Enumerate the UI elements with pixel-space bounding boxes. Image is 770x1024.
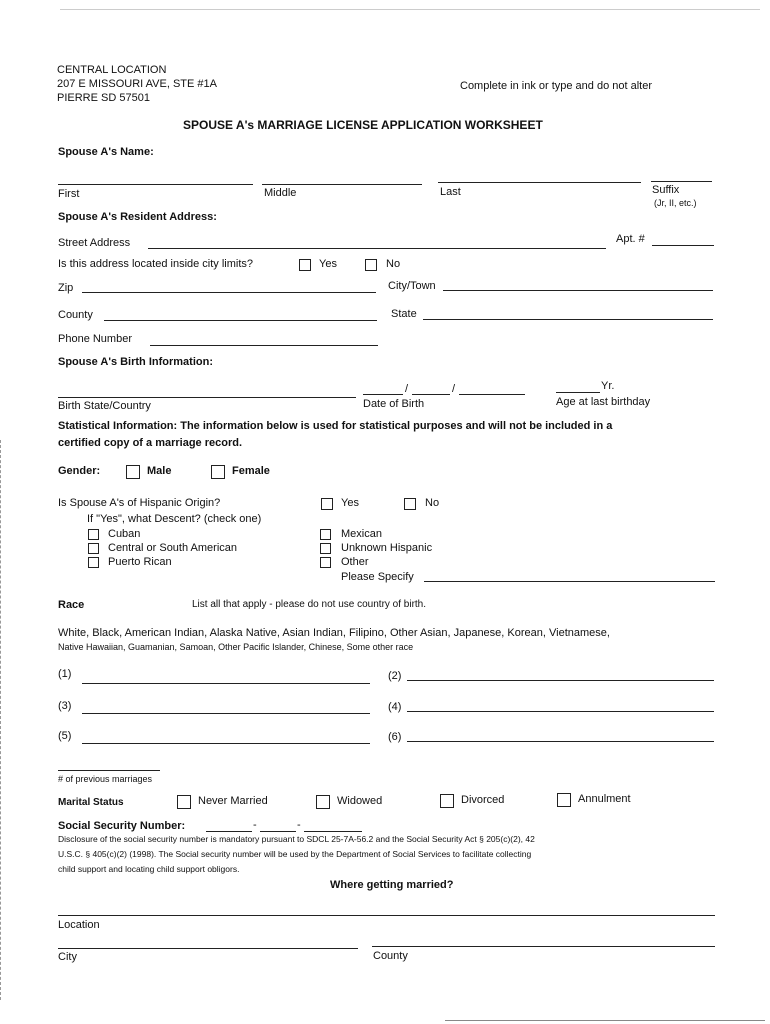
previous-marriages-field[interactable] xyxy=(58,770,160,771)
suffix-field[interactable] xyxy=(651,181,712,182)
ssn-part1-field[interactable] xyxy=(206,831,252,832)
race-6-label: (6) xyxy=(388,731,402,743)
mexican-label: Mexican xyxy=(341,528,382,540)
unknown-hispanic-checkbox[interactable] xyxy=(320,543,331,554)
ssn-disclosure-line3: child support and locating child support obligors. xyxy=(58,864,240,874)
hispanic-no-checkbox[interactable] xyxy=(404,498,416,510)
race-5-label: (5) xyxy=(58,730,72,742)
middle-label: Middle xyxy=(264,187,297,199)
marriage-county-label: County xyxy=(373,950,408,962)
race-options-line2: Native Hawaiian, Guamanian, Samoan, Other Pacific Islander, Chinese, Some other race xyxy=(58,642,414,652)
ssn-part2-field[interactable] xyxy=(260,831,296,832)
widowed-label: Widowed xyxy=(337,795,383,807)
race-6-field[interactable] xyxy=(407,741,714,742)
central-south-checkbox[interactable] xyxy=(88,543,99,554)
birth-month-field[interactable] xyxy=(363,394,403,395)
ssn-dash-2: - xyxy=(297,819,301,831)
city-label: City xyxy=(58,951,77,963)
marriage-county-field[interactable] xyxy=(372,946,715,947)
first-name-field[interactable] xyxy=(58,184,253,185)
hispanic-question: Is Spouse A's of Hispanic Origin? xyxy=(58,497,221,509)
race-instruction: List all that apply - please do not use country of birth. xyxy=(192,599,427,610)
first-label: First xyxy=(58,188,80,200)
race-4-field[interactable] xyxy=(407,711,714,712)
unknown-hispanic-label: Unknown Hispanic xyxy=(341,542,433,554)
never-married-label: Never Married xyxy=(198,795,268,807)
race-1-field[interactable] xyxy=(82,683,370,684)
zip-field[interactable] xyxy=(82,292,376,293)
race-2-label: (2) xyxy=(388,670,402,682)
divorced-label: Divorced xyxy=(461,794,505,806)
gender-label: Gender: xyxy=(58,465,101,477)
zip-label: Zip xyxy=(58,282,74,294)
central-south-label: Central or South American xyxy=(108,542,238,554)
race-1-label: (1) xyxy=(58,668,72,680)
city-town-field[interactable] xyxy=(443,290,713,291)
other-hispanic-label: Other xyxy=(341,556,369,568)
race-label: Race xyxy=(58,599,85,611)
ssn-label: Social Security Number: xyxy=(58,820,186,832)
street-label: Street Address xyxy=(58,237,131,249)
where-heading: Where getting married? xyxy=(330,879,454,891)
dob-label: Date of Birth xyxy=(363,398,425,410)
ssn-disclosure-line1: Disclosure of the social security number is mandatory pursuant to SDCL 25-7A-56.2 and the Social Security Act § 205(c)(2), 42 xyxy=(58,834,535,844)
race-3-field[interactable] xyxy=(82,713,370,714)
yr-label: Yr. xyxy=(601,380,615,392)
race-options-line1: White, Black, American Indian, Alaska Native, Asian Indian, Filipino, Other Asian, Japanese, Korean, Vietnamese, xyxy=(58,627,610,639)
statistical-info-line1: Statistical Information: The information below is used for statistical purposes and will not be included in a xyxy=(58,420,613,432)
address-heading: Spouse A's Resident Address: xyxy=(58,211,217,223)
state-label: State xyxy=(391,308,417,320)
phone-field[interactable] xyxy=(150,345,378,346)
suffix-hint: (Jr, II, etc.) xyxy=(654,198,697,208)
date-slash-2: / xyxy=(452,383,456,395)
gender-male-checkbox[interactable] xyxy=(126,465,140,479)
birth-state-label: Birth State/Country xyxy=(58,400,151,412)
hispanic-no-label: No xyxy=(425,497,440,509)
ssn-disclosure-line2: U.S.C. § 405(c)(2) (1998). The Social security number will be used by the Department of Social Services to facilitate collecting xyxy=(58,849,532,859)
office-city: PIERRE SD 57501 xyxy=(57,92,150,104)
city-limits-yes-label: Yes xyxy=(319,258,337,270)
location-label: Location xyxy=(58,919,100,931)
previous-marriages-label: # of previous marriages xyxy=(58,774,153,784)
widowed-checkbox[interactable] xyxy=(316,795,330,809)
age-field[interactable] xyxy=(556,392,600,393)
please-specify-field[interactable] xyxy=(424,581,715,582)
city-limits-no-checkbox[interactable] xyxy=(365,259,377,271)
cuban-checkbox[interactable] xyxy=(88,529,99,540)
date-slash-1: / xyxy=(405,383,409,395)
apt-label: Apt. # xyxy=(616,233,645,245)
name-heading: Spouse A's Name: xyxy=(58,146,154,158)
office-address: 207 E MISSOURI AVE, STE #1A xyxy=(57,78,217,90)
annulment-label: Annulment xyxy=(578,793,631,805)
gender-female-checkbox[interactable] xyxy=(211,465,225,479)
city-limits-yes-checkbox[interactable] xyxy=(299,259,311,271)
phone-label: Phone Number xyxy=(58,333,132,345)
apt-field[interactable] xyxy=(652,245,714,246)
county-field[interactable] xyxy=(104,320,377,321)
city-limits-question: Is this address located inside city limits? xyxy=(58,258,254,270)
annulment-checkbox[interactable] xyxy=(557,793,571,807)
ssn-dash-1: - xyxy=(253,819,257,831)
ssn-part3-field[interactable] xyxy=(304,831,362,832)
age-label: Age at last birthday xyxy=(556,396,651,408)
birth-heading: Spouse A's Birth Information: xyxy=(58,356,213,368)
marital-status-label: Marital Status xyxy=(58,797,124,808)
race-5-field[interactable] xyxy=(82,743,370,744)
descent-question: If "Yes", what Descent? (check one) xyxy=(87,513,262,525)
hispanic-yes-label: Yes xyxy=(341,497,359,509)
gender-male-label: Male xyxy=(147,465,172,477)
other-hispanic-checkbox[interactable] xyxy=(320,557,331,568)
statistical-info-line2: certified copy of a marriage record. xyxy=(58,437,243,449)
never-married-checkbox[interactable] xyxy=(177,795,191,809)
middle-name-field[interactable] xyxy=(262,184,422,185)
birth-day-field[interactable] xyxy=(412,394,450,395)
office-name: CENTRAL LOCATION xyxy=(57,64,167,76)
hispanic-yes-checkbox[interactable] xyxy=(321,498,333,510)
gender-female-label: Female xyxy=(232,465,270,477)
top-edge-line xyxy=(60,9,760,10)
city-limits-no-label: No xyxy=(386,258,401,270)
race-3-label: (3) xyxy=(58,700,72,712)
race-2-field[interactable] xyxy=(407,680,714,681)
birth-year-field[interactable] xyxy=(459,394,525,395)
location-field[interactable] xyxy=(58,915,715,916)
divorced-checkbox[interactable] xyxy=(440,794,454,808)
bottom-edge-line xyxy=(445,1020,765,1021)
cuban-label: Cuban xyxy=(108,528,141,540)
puerto-rican-checkbox[interactable] xyxy=(88,557,99,568)
mexican-checkbox[interactable] xyxy=(320,529,331,540)
city-field[interactable] xyxy=(58,948,358,949)
suffix-label: Suffix xyxy=(652,184,680,196)
puerto-rican-label: Puerto Rican xyxy=(108,556,172,568)
city-town-label: City/Town xyxy=(388,280,436,292)
last-name-field[interactable] xyxy=(438,182,641,183)
county-label: County xyxy=(58,309,93,321)
form-title: SPOUSE A's MARRIAGE LICENSE APPLICATION WORKSHEET xyxy=(183,118,543,132)
last-label: Last xyxy=(440,186,461,198)
birth-state-field[interactable] xyxy=(58,397,356,398)
please-specify-label: Please Specify xyxy=(341,571,414,583)
page-edge xyxy=(0,440,3,1000)
street-field[interactable] xyxy=(148,248,606,249)
state-field[interactable] xyxy=(423,319,713,320)
instruction-text: Complete in ink or type and do not alter xyxy=(460,80,653,92)
race-4-label: (4) xyxy=(388,701,402,713)
